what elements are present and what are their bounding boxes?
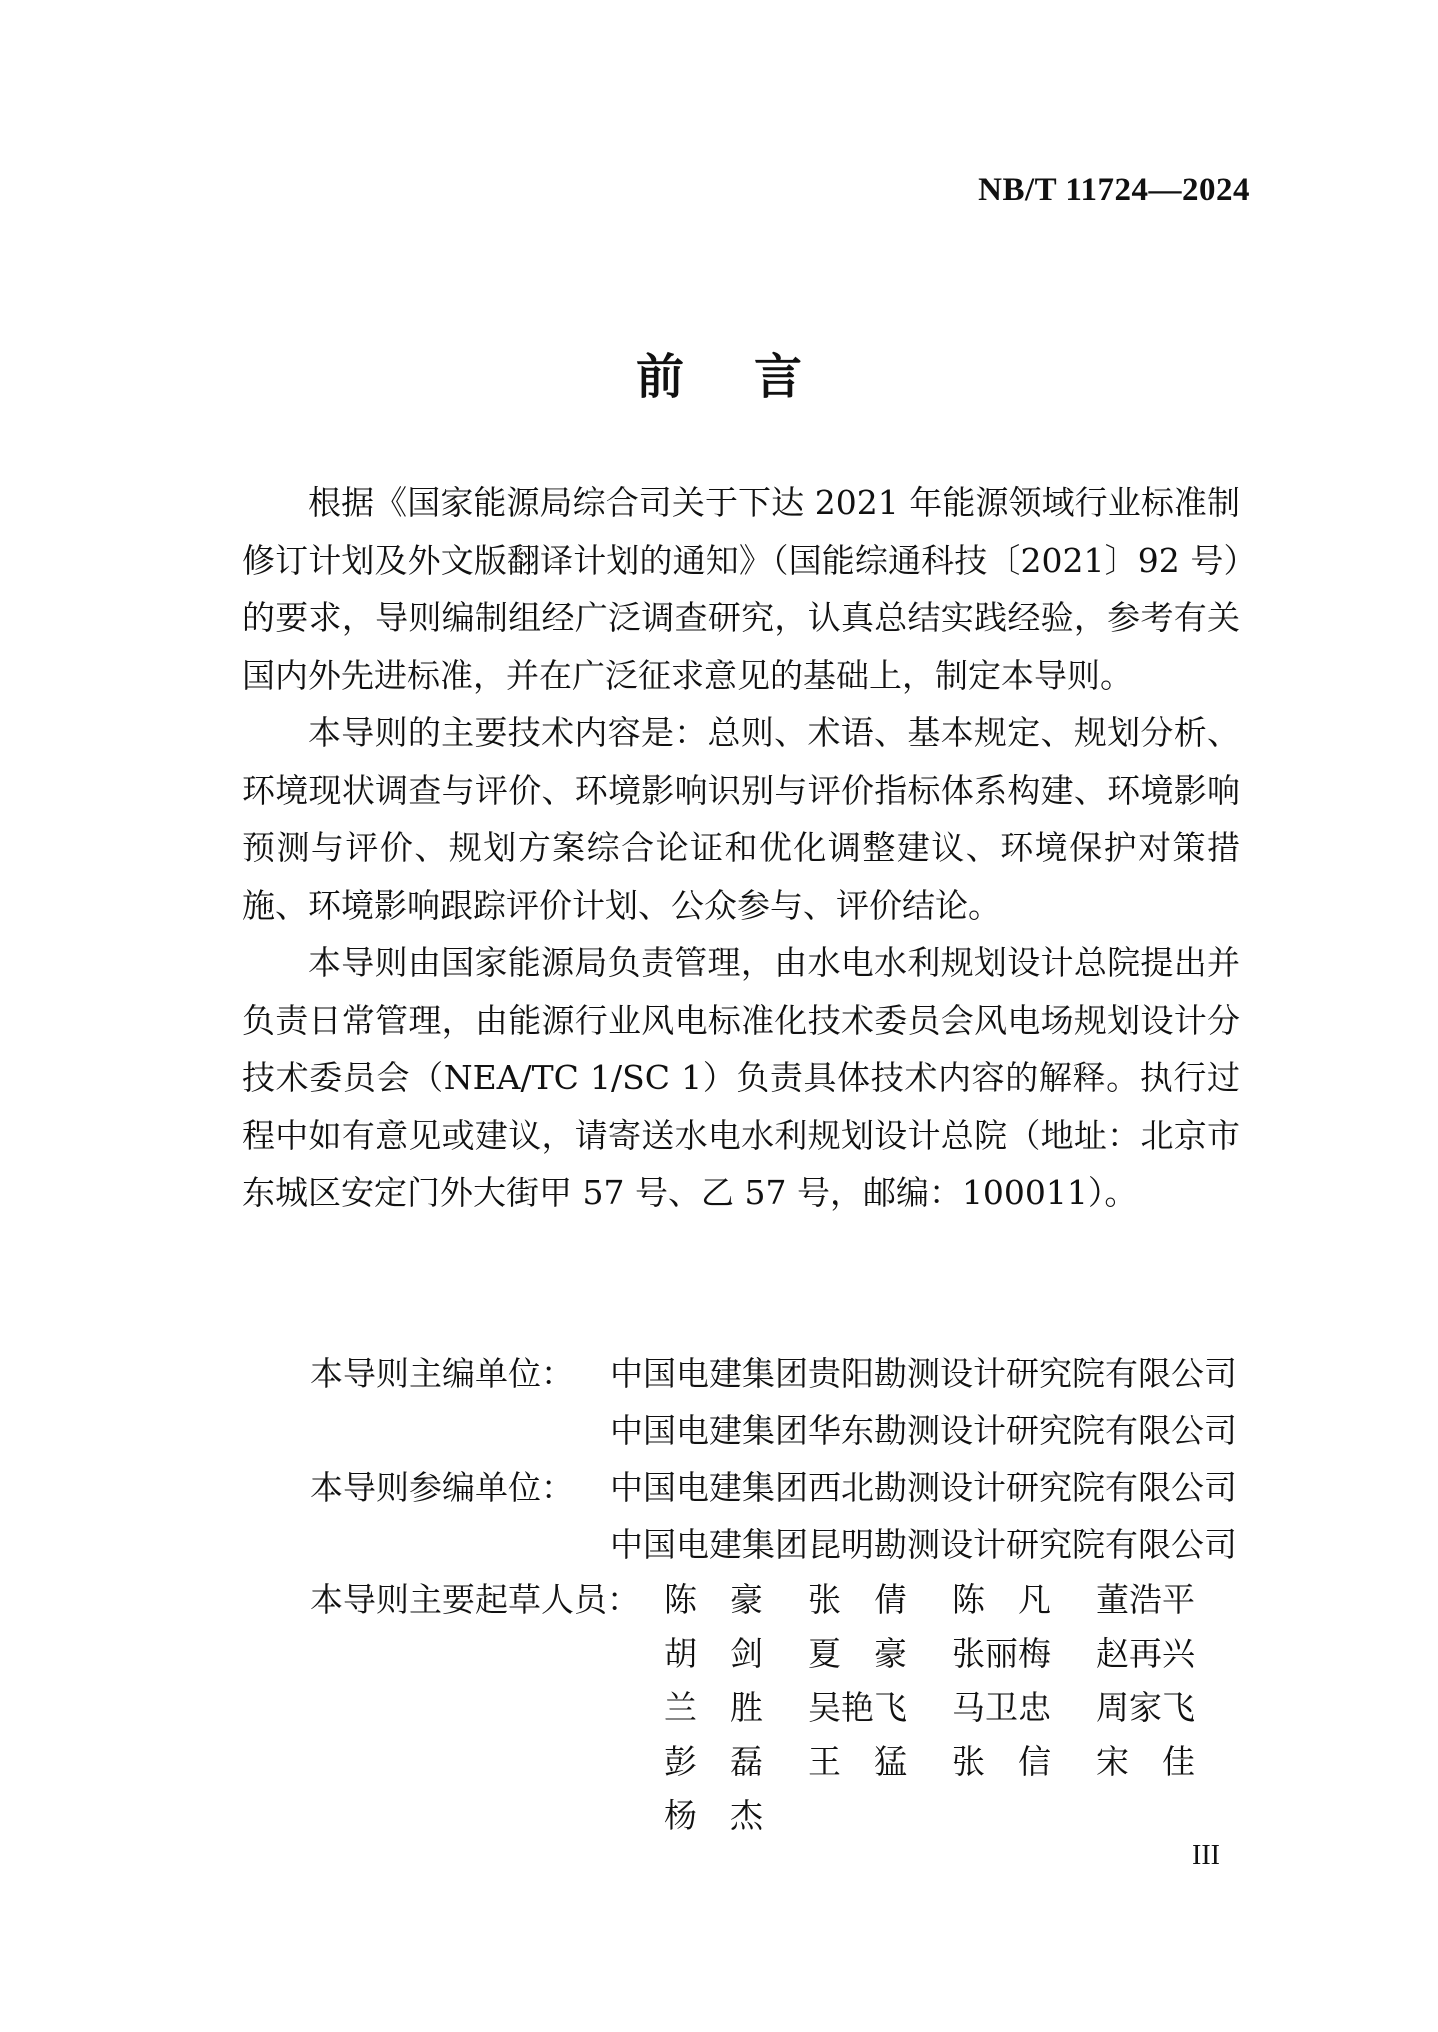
drafter-name: 董浩平 [1096,1580,1195,1619]
chief-unit-row [310,1345,1237,1402]
drafter-name: 夏豪 [808,1634,940,1673]
paragraph-basis: 根据《国家能源局综合司关于下达 2021 年能源领域行业标准制修订计划及外文版翻译计划的通知》（国能综通科技〔2021〕92 号）的要求，导则编制组经广泛调查研究，认真总结实践经验，参考有关国内外先进标准，并在广泛征求意见的基础上，制定本导则。 [242,483,1240,695]
participating-units-label: 本导则参编单位： [310,1468,574,1507]
drafters-label: 本导则主要起草人员： [310,1580,640,1619]
drafter-name: 吴艳飞 [808,1688,907,1727]
chief-units-label: 本导则主编单位： [310,1354,574,1393]
participating-unit: 中国电建集团昆明勘测设计研究院有限公司 [610,1525,1237,1564]
drafter-names [664,1573,1240,1843]
drafter-name: 胡剑 [664,1634,796,1673]
drafters-block [310,1573,1240,1843]
page-title: 前言 [635,349,872,405]
participating-unit-row [310,1459,1237,1516]
drafter-name: 马卫忠 [952,1688,1051,1727]
drafter-name: 杨杰 [664,1796,796,1835]
drafter-name: 张信 [952,1742,1084,1781]
chief-unit: 中国电建集团华东勘测设计研究院有限公司 [610,1411,1237,1450]
drafter-name: 张倩 [808,1580,940,1619]
drafter-name: 陈豪 [664,1580,796,1619]
preface-body [242,474,1240,1222]
paragraph-management: 本导则由国家能源局负责管理，由水电水利规划设计总院提出并负责日常管理，由能源行业风电标准化技术委员会风电场规划设计分技术委员会（NEA/TC 1/SC 1）负责具体技术内容的解释。执行过程中如有意见或建议，请寄送水电水利规划设计总院（地址：北京市东城区安定门外大街甲 57 号、乙 57 号，邮编：100011）。 [242,943,1240,1212]
drafter-name: 王猛 [808,1742,940,1781]
drafter-name: 宋佳 [1096,1742,1228,1781]
chief-unit-row [310,1402,1237,1459]
drafter-name: 张丽梅 [952,1634,1051,1673]
units-block [310,1345,1237,1573]
drafter-name: 彭磊 [664,1742,796,1781]
drafter-name: 兰胜 [664,1688,796,1727]
drafter-name: 陈凡 [952,1580,1084,1619]
drafter-name: 周家飞 [1096,1688,1195,1727]
participating-unit: 中国电建集团西北勘测设计研究院有限公司 [610,1468,1237,1507]
chief-unit: 中国电建集团贵阳勘测设计研究院有限公司 [610,1354,1237,1393]
paragraph-contents: 本导则的主要技术内容是：总则、术语、基本规定、规划分析、环境现状调查与评价、环境影响识别与评价指标体系构建、环境影响预测与评价、规划方案综合论证和优化调整建议、环境保护对策措施、环境影响跟踪评价计划、公众参与、评价结论。 [242,713,1240,925]
standard-code: NB/T 11724—2024 [978,172,1250,208]
drafter-name: 赵再兴 [1096,1634,1195,1673]
page-number: III [1192,1840,1220,1871]
participating-unit-row [310,1516,1237,1573]
